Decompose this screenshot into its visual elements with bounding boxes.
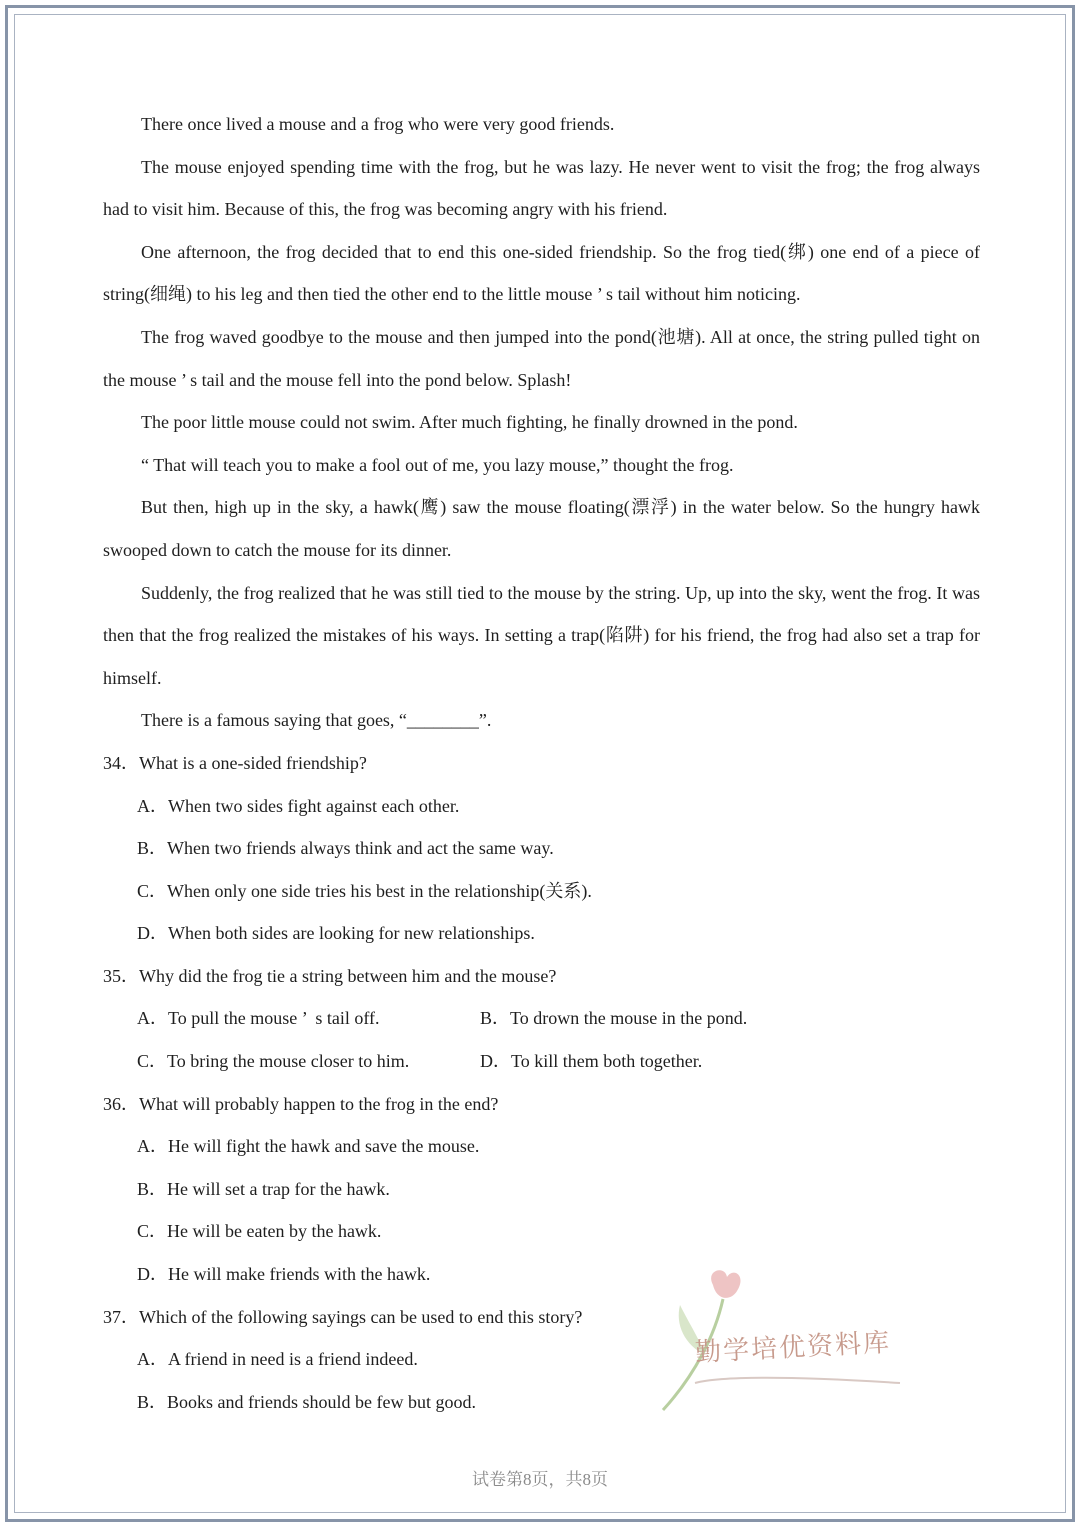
question-37-option-b: B．Books and friends should be few but good. [137,1391,476,1412]
question-36-option-c: C．He will be eaten by the hawk. [137,1221,382,1242]
question-35-option-d: D．To kill them both together. [480,1051,703,1072]
question-34-option-b: B．When two friends always think and act the same way. [137,838,554,859]
watermark-text: 勤学培优资料库 [694,1327,892,1369]
passage-paragraph-1: There once lived a mouse and a frog who were very good friends. [141,114,615,134]
page-footer: 试卷第8页，共8页 [472,1470,608,1489]
passage-paragraph-6: “ That will teach you to make a fool out of me, you lazy mouse,” thought the frog. [141,454,734,475]
question-34-stem: 34．What is a one-sided friendship? [103,752,367,773]
question-35-option-c: C．To bring the mouse closer to him. [137,1051,410,1072]
question-36-stem: 36．What will probably happen to the frog in the end? [103,1093,499,1114]
question-34-option-d: D．When both sides are looking for new relationships. [137,923,535,944]
passage-paragraph-9: There is a famous saying that goes, “________”. [141,710,492,731]
question-35-options-row-2 [103,1040,980,1083]
question-37-stem: 37．Which of the following sayings can be used to end this story? [103,1306,583,1327]
question-35-option-b: B．To drown the mouse in the pond. [480,1008,748,1029]
passage-paragraph-8: Suddenly, the frog realized that he was still tied to the mouse by the string. Up, up into the sky, went the frog. It was then that the frog realized the mistakes of his ways. In setting a trap(陷阱) for his friend, the frog had also set a trap for himself. [103,582,980,688]
question-35-option-a: A．To pull the mouse ’ s tail off. [137,1008,380,1029]
passage-paragraph-3: One afternoon, the frog decided that to end this one-sided friendship. So the frog tied(绑) one end of a piece of string(细绳) to his leg and then tied the other end to the little mouse ’ s tail without him noticing. [103,241,980,305]
watermark-logo [655,1265,905,1415]
passage-paragraph-2: The mouse enjoyed spending time with the frog, but he was lazy. He never went to visit the frog; the frog always had to visit him. Because of this, the frog was becoming angry with his friend. [103,156,980,220]
exam-content [103,103,980,1423]
question-34-option-c: C．When only one side tries his best in the relationship(关系). [137,880,592,901]
question-36-option-b: B．He will set a trap for the hawk. [137,1178,390,1199]
question-35-options-row-1 [103,997,980,1040]
passage-paragraph-7: But then, high up in the sky, a hawk(鹰) saw the mouse floating(漂浮) in the water below. So the hungry hawk swooped down to catch the mouse for its dinner. [103,497,980,560]
question-36-option-a: A．He will fight the hawk and save the mouse. [137,1136,480,1157]
passage-paragraph-4: The frog waved goodbye to the mouse and then jumped into the pond(池塘). All at once, the string pulled tight on the mouse ’ s tail and the mouse fell into the pond below. Splash! [103,326,980,390]
question-37-option-a: A．A friend in need is a friend indeed. [137,1349,418,1370]
passage-paragraph-5: The poor little mouse could not swim. After much fighting, he finally drowned in the pond. [141,412,798,433]
question-34-option-a: A．When two sides fight against each other. [137,795,460,816]
question-36-option-d: D．He will make friends with the hawk. [137,1264,431,1285]
question-35-stem: 35．Why did the frog tie a string between him and the mouse? [103,965,557,986]
